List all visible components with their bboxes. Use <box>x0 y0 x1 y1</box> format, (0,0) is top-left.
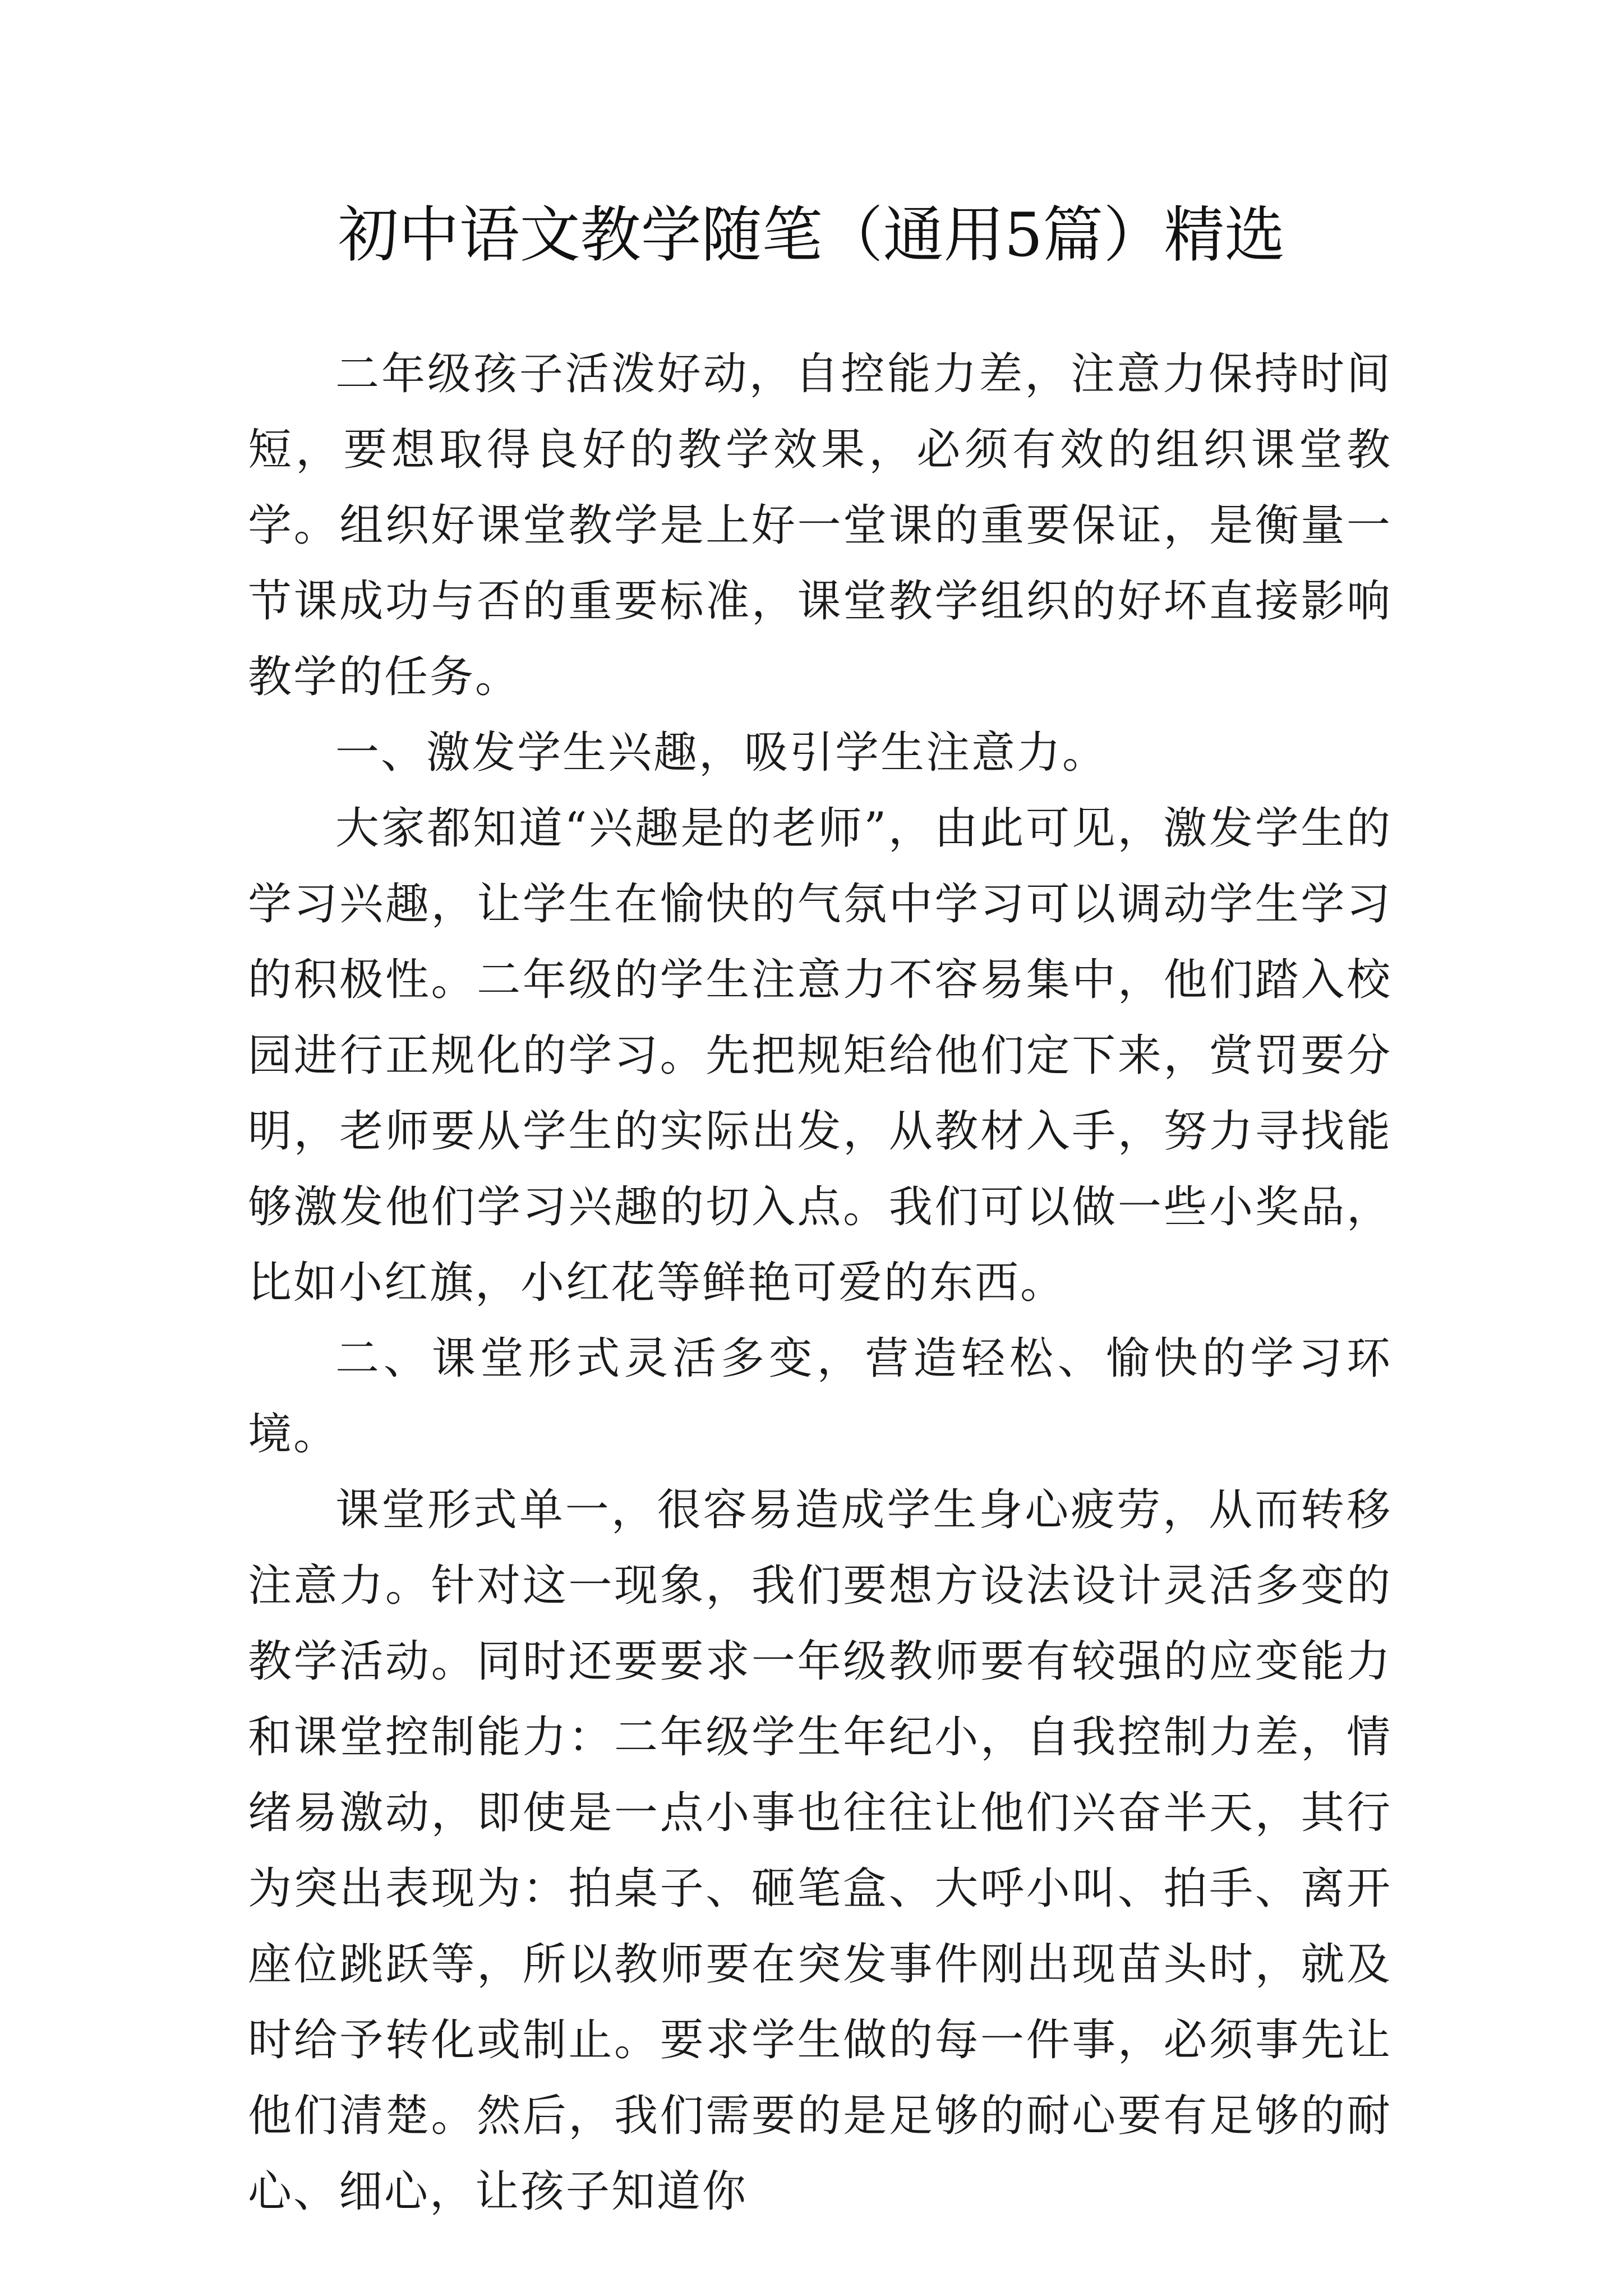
document-title: 初中语文教学随笔（通用5篇）精选 <box>338 200 1285 270</box>
paragraph: 大家都知道“兴趣是的老师”，由此可见，激发学生的学习兴趣，让学生在愉快的气氛中学习可以调动学生学习的积极性。二年级的学生注意力不容易集中，他们踏入校园进行正规化的学习。先把规矩给他们定下来，赏罚要分明，老师要从学生的实际出发，从教材入手，努力寻找能够激发他们学习兴趣的切入点。我们可以做一些小奖品，比如小红旗，小红花等鲜艳可爱的东西。 <box>248 803 1392 1308</box>
paragraph: 二年级孩子活泼好动，自控能力差，注意力保持时间短，要想取得良好的教学效果，必须有效的组织课堂教学。组织好课堂教学是上好一堂课的重要保证，是衡量一节课成功与否的重要标准，课堂教学组织的好坏直接影响教学的任务。 <box>248 349 1392 702</box>
document-body <box>248 337 1392 2230</box>
section-heading: 一、激发学生兴趣，吸引学生注意力。 <box>335 728 1108 778</box>
paragraph: 课堂形式单一，很容易造成学生身心疲劳，从而转移注意力。针对这一现象，我们要想方设法设计灵活多变的教学活动。同时还要要求一年级教师要有较强的应变能力和课堂控制能力：二年级学生年纪小，自我控制力差，情绪易激动，即使是一点小事也往往让他们兴奋半天，其行为突出表现为：拍桌子、砸笔盒、大呼小叫、拍手、离开座位跳跃等，所以教师要在突发事件刚出现苗头时，就及时给予转化或制止。要求学生做的每一件事，必须事先让他们清楚。然后，我们需要的是足够的耐心要有足够的耐心、细心，让孩子知道你 <box>248 1485 1392 2217</box>
section-heading: 二、课堂形式灵活多变，营造轻松、愉快的学习环境。 <box>248 1333 1392 1460</box>
